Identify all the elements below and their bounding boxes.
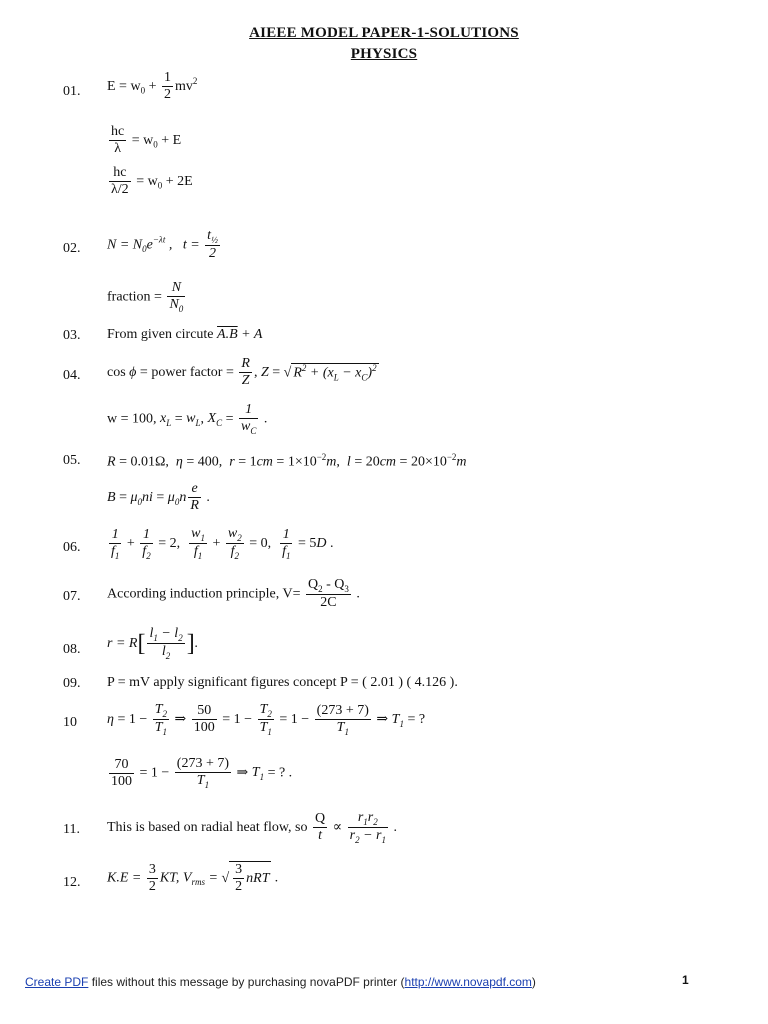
equation: R = 0.01Ω, η = 400, $r = 1cm = 1\times 10^{-2}m$, $l = 20cm = 20\times 10^{-2}m$ <box>107 452 467 470</box>
create-pdf-link[interactable]: Create PDF <box>25 975 89 989</box>
question-text: power factor <box>151 364 223 380</box>
equation: $\frac{70}{100}$ = 1 − $\frac{(273 + 7)}{T_1}$ ⇒ $T_1$ = ? . <box>111 756 293 790</box>
question-text: This is based on radial heat flow, so <box>107 819 308 835</box>
question-number: 07. <box>63 589 81 604</box>
question-text: P = mV apply significant figures concept P = ( 2.01 ) ( 4.126 ). <box>107 675 458 690</box>
question-number: 11. <box>63 822 80 837</box>
question-number: 06. <box>63 540 81 555</box>
footer-text: files without this message by purchasing novaPDF printer ( <box>88 975 405 989</box>
equation: K.E = $\frac{3}{2}$ KT, $V_{rms}$ = √ $\frac{3}{2}$ nRT . <box>107 861 279 895</box>
question-number: 02. <box>63 241 81 256</box>
equation: w = 100, $x_L = w_L$, $X_C$ = $\frac{1}{w_C}$ . <box>107 402 268 436</box>
footer-end: ) <box>531 975 536 989</box>
page-subtitle: PHYSICS <box>350 46 418 62</box>
question-text: According induction principle, <box>107 586 280 602</box>
page-title: AIEEE MODEL PAPER-1-SOLUTIONS <box>249 25 519 41</box>
pdf-footer <box>25 975 536 989</box>
equation: This is based on radial heat flow, so $\frac{Q}{t}$ ∝ $\frac{r_1r_2}{r_2 - r_1}$ . <box>107 810 397 845</box>
equation: $\frac{hc}{\lambda/2}$ = $w_0 + 2E$ <box>111 165 193 198</box>
equation: According induction principle, V= $\frac{Q_2 - Q_3}{2C}$ . <box>107 577 360 611</box>
fraction-label: fraction = <box>107 289 162 305</box>
question-number: 08. <box>63 642 81 657</box>
equation: $N = N_0e^{-\lambda t}$ , t = $\frac{t_{\frac{1}{2}}}{2}$ <box>107 228 218 262</box>
equation: r = R[ $\frac{l_1 - l_2}{l_2}$ ]. <box>107 626 199 661</box>
question-number: 10 <box>63 715 77 730</box>
equation: $E = w_0$ + $\frac{1}{2}$ $mv^2$ <box>107 70 198 103</box>
question-number: 04. <box>63 368 81 383</box>
question-number: 03. <box>63 328 81 343</box>
question-number: 12. <box>63 875 81 890</box>
question-number: 01. <box>63 84 81 99</box>
equation: fraction = $\frac{N}{N_0}$ <box>107 280 184 314</box>
question-number: 05. <box>63 453 81 468</box>
equation: From given circute A.B + A <box>107 327 263 342</box>
question-text: From given circute <box>107 327 214 342</box>
equation: cos ϕ = power factor = $\frac{R}{Z}$ , Z = √ $R^2 + (x_L - x_C)^2$ <box>107 356 377 389</box>
equation: $B = \mu_0ni = \mu_0n$ $\frac{e}{R}$ . <box>107 481 210 514</box>
question-number: 09. <box>63 676 81 691</box>
equation: $\frac{1}{f_1}$ + $\frac{1}{f_2}$ = 2, $\frac{w_1}{f_1}$ + $\frac{w_2}{f_2}$ = 0, $\frac{1}{f_1}$ = 5D . <box>111 526 334 561</box>
equation: $\frac{hc}{\lambda}$ = $w_0 + E$ <box>111 124 182 157</box>
equation: η = 1 − $\frac{T_2}{T_1}$ ⇒ $\frac{50}{100}$ = 1 − $\frac{T_2}{T_1}$ = 1 − $\frac{(273 + 7)}{T_1}$ ⇒ $T_1$ = ? <box>107 702 426 737</box>
novapdf-link[interactable]: http://www.novapdf.com <box>404 975 532 989</box>
page-number: 1 <box>682 973 689 987</box>
